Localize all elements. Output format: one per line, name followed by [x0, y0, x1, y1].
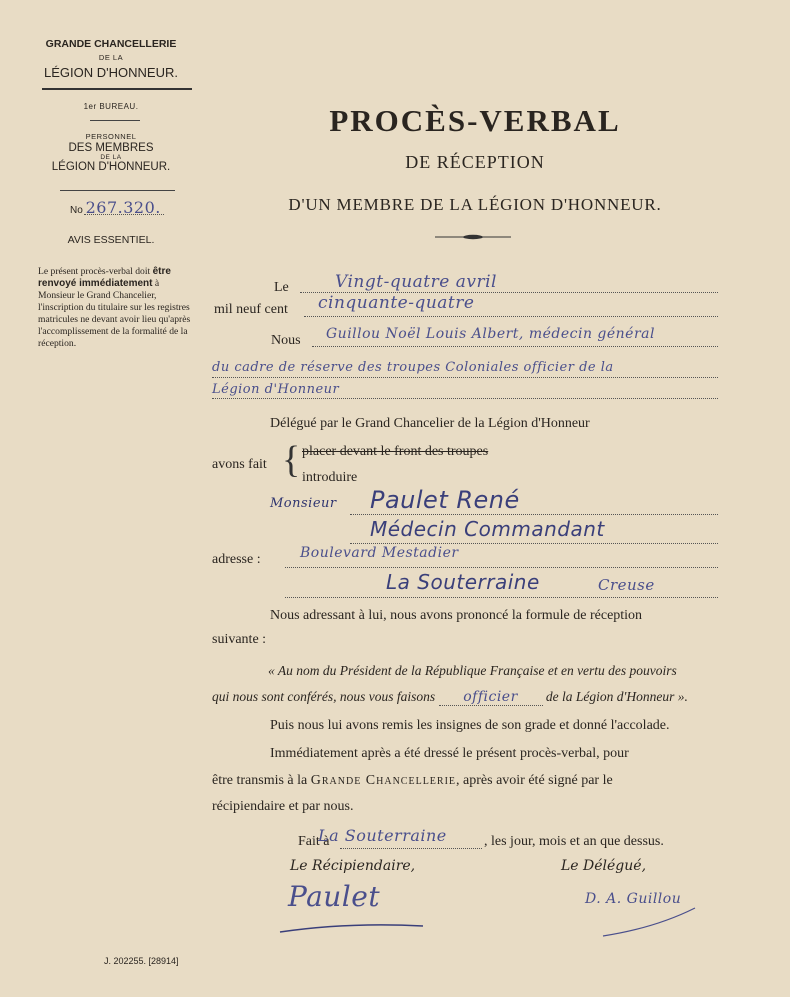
- nous-rule-2: [212, 377, 718, 378]
- adresse-label: adresse :: [212, 552, 261, 567]
- formule-line1: « Au nom du Président de la République Française et en vertu des pouvoirs: [268, 663, 677, 678]
- mil-value: cinquante-quatre: [318, 293, 475, 313]
- note-part2: à Monsieur le Grand Chancelier, l'inscription du titulaire sur les registres matricules ne devant avoir lieu qu'après l'accomplissement de la formalité de la réception.: [38, 278, 191, 349]
- formule-text-a: qui nous sont conférés, nous vous faisons: [212, 689, 436, 704]
- option-introduire: introduire: [302, 470, 358, 485]
- recipient-grade: Médecin Commandant: [370, 517, 605, 541]
- formule-grade: officier: [439, 689, 543, 706]
- nous-value-1: Guillou Noël Louis Albert, médecin général: [326, 326, 655, 342]
- recipient-name: Paulet René: [370, 486, 520, 514]
- grade-rule: [350, 543, 718, 544]
- le-label: Le: [274, 280, 289, 295]
- immed-line2: [212, 773, 613, 789]
- des-membres: DES MEMBRES: [68, 142, 154, 154]
- formule-line2: [212, 689, 688, 706]
- immed-line1: Immédiatement après a été dressé le présent procès-verbal, pour: [270, 746, 629, 761]
- numero-value: 267.320.: [85, 198, 161, 217]
- divider: [90, 120, 140, 121]
- adressant-line1: Nous adressant à lui, nous avons prononcé la formule de réception: [270, 608, 643, 623]
- immed-text-a: être transmis à la: [212, 773, 308, 788]
- fait-value: La Souterraine: [318, 826, 447, 845]
- recipiendaire-sig-text: Paulet: [288, 880, 381, 913]
- nous-value-3: Légion d'Honneur: [212, 382, 340, 397]
- left-note: [38, 266, 198, 350]
- org-line3: LÉGION D'HONNEUR.: [44, 65, 178, 80]
- nous-label: Nous: [271, 333, 301, 348]
- delegue-sig-text: D. A. Guillou: [585, 891, 682, 907]
- page-subtitle2: D'UN MEMBRE DE LA LÉGION D'HONNEUR.: [288, 195, 662, 214]
- note-bold: être renvoyé immédiatement: [38, 266, 171, 289]
- nous-rule-1: [312, 346, 718, 347]
- adresse-value-1: Boulevard Mestadier: [300, 545, 459, 561]
- ornament-divider: [433, 232, 513, 245]
- brace: {: [282, 439, 301, 481]
- bureau: 1er BUREAU.: [83, 102, 139, 111]
- divider: [60, 190, 175, 191]
- mil-label: mil neuf cent: [214, 302, 288, 317]
- adresse-value-3: Creuse: [598, 576, 655, 594]
- le-value: Vingt-quatre avril: [335, 272, 497, 292]
- fait-suffix: , les jour, mois et an que dessus.: [484, 834, 664, 849]
- signature-flourish: [595, 904, 705, 944]
- org-line2: DE LA: [98, 53, 124, 62]
- avons-fait-label: avons fait: [212, 457, 267, 472]
- immed-line3: récipiendaire et par nous.: [212, 799, 354, 814]
- adresse-value-2: La Souterraine: [386, 570, 540, 594]
- page-title: PROCÈS-VERBAL: [329, 103, 621, 138]
- fait-rule: [340, 848, 482, 849]
- name-rule: [350, 514, 718, 515]
- footer-ref: J. 202255. [28914]: [104, 956, 179, 966]
- personnel-block: [22, 132, 200, 173]
- de-la: DE LA: [100, 154, 122, 161]
- note-part1: Le présent procès-verbal doit: [38, 266, 151, 277]
- formule-text-b: de la Légion d'Honneur ».: [545, 689, 688, 704]
- org-line1: GRANDE CHANCELLERIE: [45, 38, 177, 50]
- puis-text: Puis nous lui avons remis les insignes de son grade et donné l'accolade.: [270, 718, 670, 733]
- signature-flourish: [278, 918, 428, 938]
- recipiendaire-signature: [288, 880, 380, 913]
- nous-rule-3: [212, 398, 718, 399]
- divider: [42, 88, 192, 90]
- delegue-label: Le Délégué,: [561, 858, 647, 874]
- recipiendaire-label: Le Récipiendaire,: [290, 858, 416, 874]
- adresse-rule-1: [285, 567, 718, 568]
- legion-label: LÉGION D'HONNEUR.: [51, 161, 171, 173]
- delegue-text: Délégué par le Grand Chancelier de la Légion d'Honneur: [270, 416, 590, 431]
- monsieur-label: Monsieur: [270, 496, 337, 511]
- nous-value-2: du cadre de réserve des troupes Coloniales officier de la: [212, 360, 614, 375]
- immed-chancellerie: Grande Chancellerie: [310, 773, 457, 788]
- immed-text-c: , après avoir été signé par le: [456, 773, 613, 788]
- avis: AVIS ESSENTIEL.: [67, 234, 155, 246]
- ornament-icon: [433, 232, 513, 242]
- option-placer: placer devant le front des troupes: [302, 444, 489, 459]
- fait-label: Fait à: [298, 834, 330, 849]
- adressant-line2: suivante :: [212, 632, 267, 647]
- mil-rule: [304, 316, 718, 317]
- page-subtitle: DE RÉCEPTION: [405, 152, 545, 172]
- numero-prefix: No: [70, 205, 83, 216]
- adresse-rule-2: [285, 597, 718, 598]
- personnel: PERSONNEL: [85, 132, 137, 141]
- numero-rule: [84, 214, 164, 215]
- left-header: [22, 38, 200, 80]
- delegue-signature: [585, 890, 681, 908]
